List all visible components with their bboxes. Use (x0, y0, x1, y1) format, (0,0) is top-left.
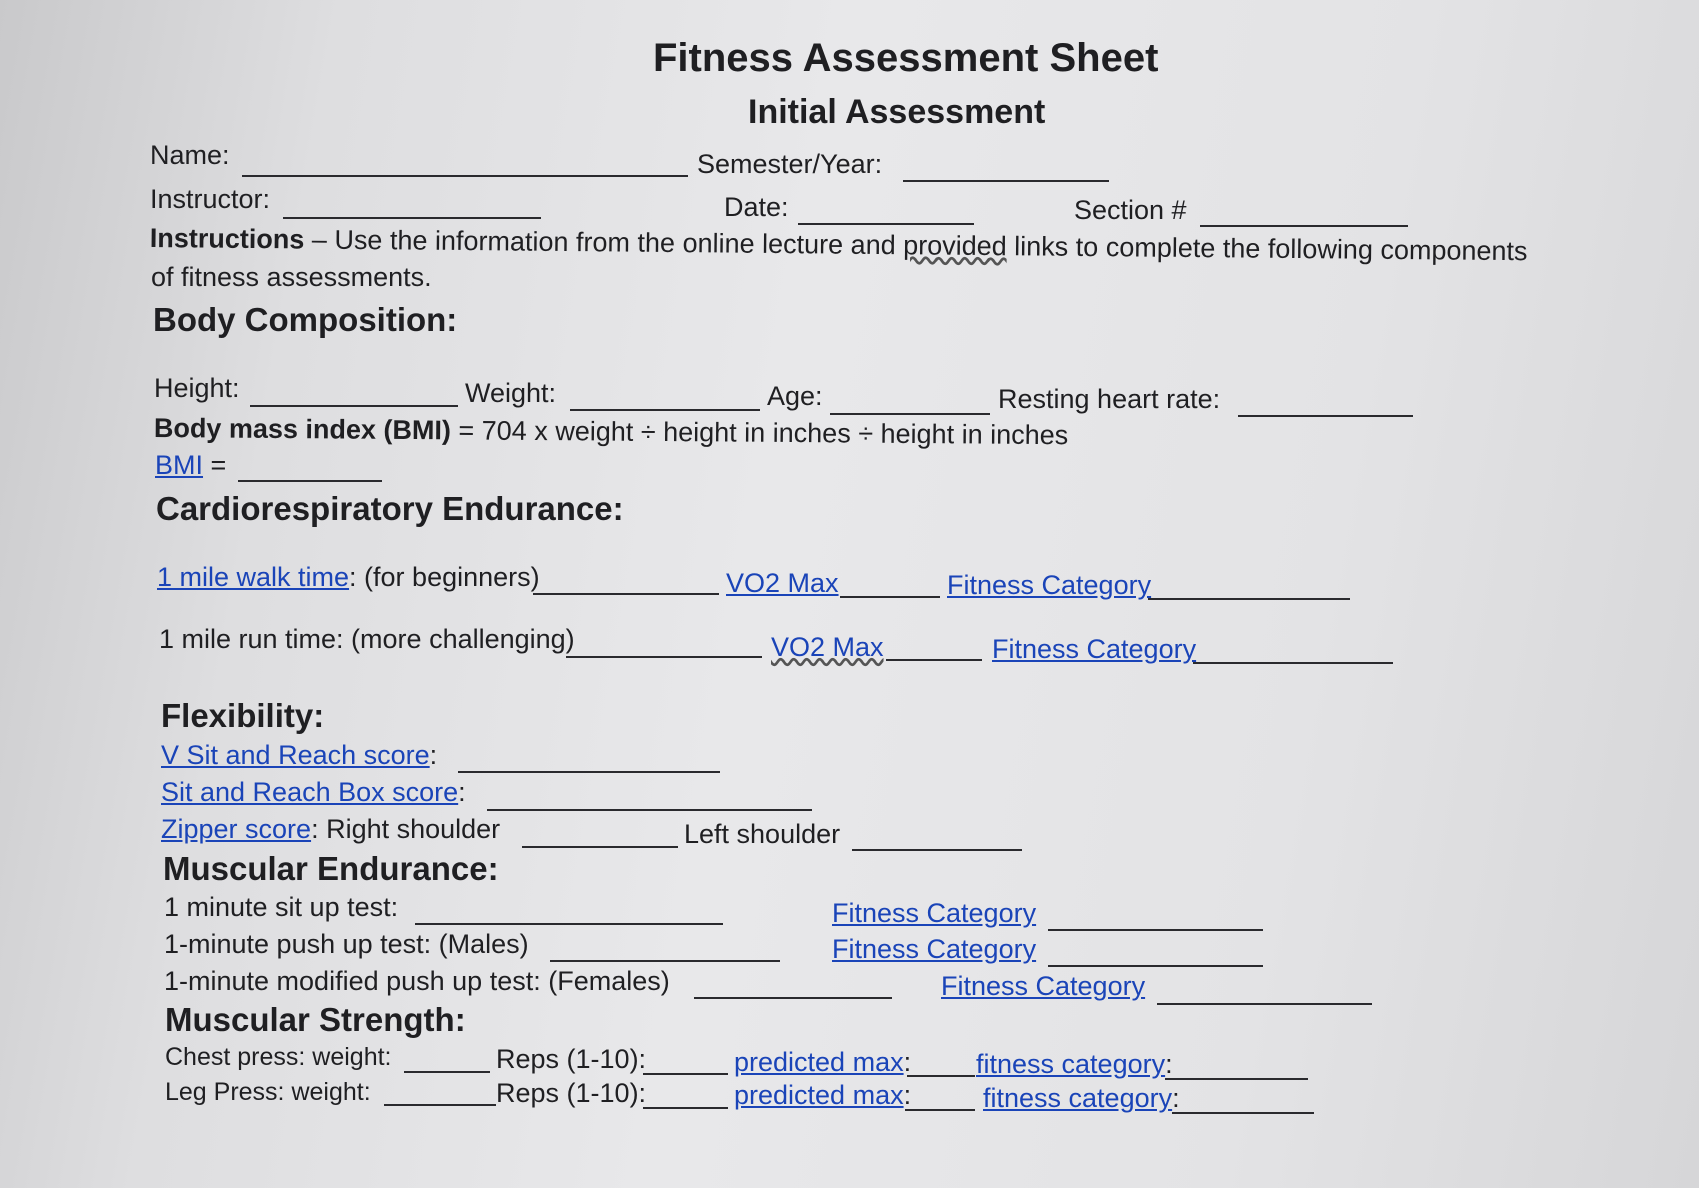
chest-fitness-field[interactable] (1165, 1078, 1308, 1080)
vo2-max-field-1[interactable] (840, 596, 940, 598)
run-time-label: 1 mile run time: (more challenging) (159, 624, 575, 654)
right-shoulder-field[interactable] (522, 846, 678, 848)
muscular-endurance-heading: Muscular Endurance: (163, 850, 499, 887)
name-field[interactable] (242, 175, 688, 177)
v-sit-row: V Sit and Reach score: (161, 740, 438, 770)
walk-time-field[interactable] (533, 593, 719, 595)
flexibility-heading: Flexibility: (161, 697, 325, 734)
leg-predicted-row: predicted max: (734, 1080, 912, 1110)
leg-reps-field[interactable] (643, 1107, 728, 1109)
section-label: Section # (1074, 195, 1187, 225)
age-label: Age: (767, 381, 823, 411)
age-field[interactable] (830, 413, 990, 415)
bmi-formula: Body mass index (BMI) = 704 x weight ÷ height in inches ÷ height in inches (153, 413, 1069, 451)
section-field[interactable] (1200, 225, 1408, 227)
semester-field[interactable] (903, 180, 1109, 182)
fitness-category-link-7[interactable]: fitness category (983, 1083, 1173, 1113)
bmi-row: BMI = (155, 450, 227, 480)
walk-time-link[interactable]: 1 mile walk time (157, 562, 350, 592)
sit-reach-box-link[interactable]: Sit and Reach Box score (161, 777, 459, 807)
sit-up-field[interactable] (415, 923, 723, 925)
chest-fitness-row: fitness category: (976, 1049, 1173, 1079)
push-up-label: 1-minute push up test: (Males) (164, 929, 529, 959)
chest-press-label: Chest press: weight: (165, 1043, 392, 1071)
leg-predicted-field[interactable] (905, 1109, 975, 1111)
chest-predicted-row: predicted max: (734, 1047, 912, 1077)
fitness-category-link-6[interactable]: fitness category (976, 1049, 1166, 1079)
height-field[interactable] (250, 405, 458, 407)
name-label: Name: (150, 140, 230, 170)
instructions-label: Instructions (149, 223, 305, 255)
body-composition-heading: Body Composition: (153, 301, 458, 338)
vo2-max-field-2[interactable] (886, 659, 982, 661)
vo2-max-link-1[interactable]: VO2 Max (726, 568, 839, 598)
left-shoulder-field[interactable] (852, 849, 1022, 851)
left-shoulder-label: Left shoulder (684, 819, 841, 849)
v-sit-reach-field[interactable] (458, 771, 720, 773)
modified-push-up-label: 1-minute modified push up test: (Females) (164, 966, 670, 996)
leg-fitness-field[interactable] (1172, 1112, 1314, 1114)
chest-reps-field[interactable] (643, 1073, 728, 1075)
fitness-category-link-5[interactable]: Fitness Category (941, 971, 1146, 1001)
instructions-text: Instructions – Use the information from the online lecture and provided links to complete the following components (149, 223, 1528, 267)
predicted-max-link-1[interactable]: predicted max (734, 1047, 904, 1077)
page-title: Fitness Assessment Sheet (653, 36, 1159, 80)
fitness-category-link-4[interactable]: Fitness Category (832, 934, 1037, 964)
chest-reps-label: Reps (1-10): (496, 1044, 647, 1074)
resting-heart-rate-label: Resting heart rate: (998, 384, 1221, 414)
provided-word: provided (903, 230, 1007, 262)
semester-label: Semester/Year: (697, 149, 883, 179)
cardio-heading: Cardiorespiratory Endurance: (156, 490, 624, 527)
instructor-label: Instructor: (150, 184, 271, 214)
fitness-category-field-5[interactable] (1157, 1003, 1372, 1005)
fitness-category-field-3[interactable] (1048, 929, 1263, 931)
bmi-link[interactable]: BMI (155, 450, 204, 480)
fitness-category-link-2[interactable]: Fitness Category (992, 634, 1197, 664)
chest-predicted-field[interactable] (907, 1075, 975, 1077)
weight-label: Weight: (465, 378, 557, 408)
instructor-field[interactable] (283, 217, 541, 219)
vo2-max-link-2[interactable]: VO2 Max (771, 632, 884, 662)
fitness-category-link-3[interactable]: Fitness Category (832, 898, 1037, 928)
v-sit-reach-link[interactable]: V Sit and Reach score (161, 740, 430, 770)
leg-press-label: Leg Press: weight: (165, 1078, 371, 1106)
zipper-score-link[interactable]: Zipper score (161, 814, 312, 844)
push-up-field[interactable] (550, 960, 780, 962)
resting-heart-rate-field[interactable] (1238, 415, 1413, 417)
fitness-category-field-2[interactable] (1193, 662, 1393, 664)
instructions-line2: of fitness assessments. (151, 262, 432, 292)
zipper-row: Zipper score: Right shoulder (161, 814, 501, 844)
chest-weight-field[interactable] (404, 1071, 490, 1073)
sit-reach-box-field[interactable] (487, 809, 812, 811)
sit-up-label: 1 minute sit up test: (164, 892, 399, 922)
fitness-category-field-4[interactable] (1048, 965, 1263, 967)
walk-row: 1 mile walk time: (for beginners) (157, 562, 540, 592)
height-label: Height: (154, 373, 240, 403)
box-row: Sit and Reach Box score: (161, 777, 466, 807)
weight-field[interactable] (570, 409, 760, 411)
page-subtitle: Initial Assessment (748, 93, 1046, 131)
run-time-field[interactable] (566, 656, 762, 658)
bmi-field[interactable] (238, 480, 382, 482)
date-label: Date: (724, 192, 789, 222)
predicted-max-link-2[interactable]: predicted max (734, 1080, 904, 1110)
leg-fitness-row: fitness category: (983, 1083, 1180, 1113)
leg-reps-label: Reps (1-10): (496, 1078, 647, 1108)
fitness-category-link-1[interactable]: Fitness Category (947, 570, 1152, 600)
muscular-strength-heading: Muscular Strength: (165, 1001, 466, 1038)
date-field[interactable] (798, 223, 974, 225)
fitness-category-field-1[interactable] (1148, 598, 1350, 600)
modified-push-up-field[interactable] (694, 997, 892, 999)
leg-weight-field[interactable] (384, 1104, 496, 1106)
